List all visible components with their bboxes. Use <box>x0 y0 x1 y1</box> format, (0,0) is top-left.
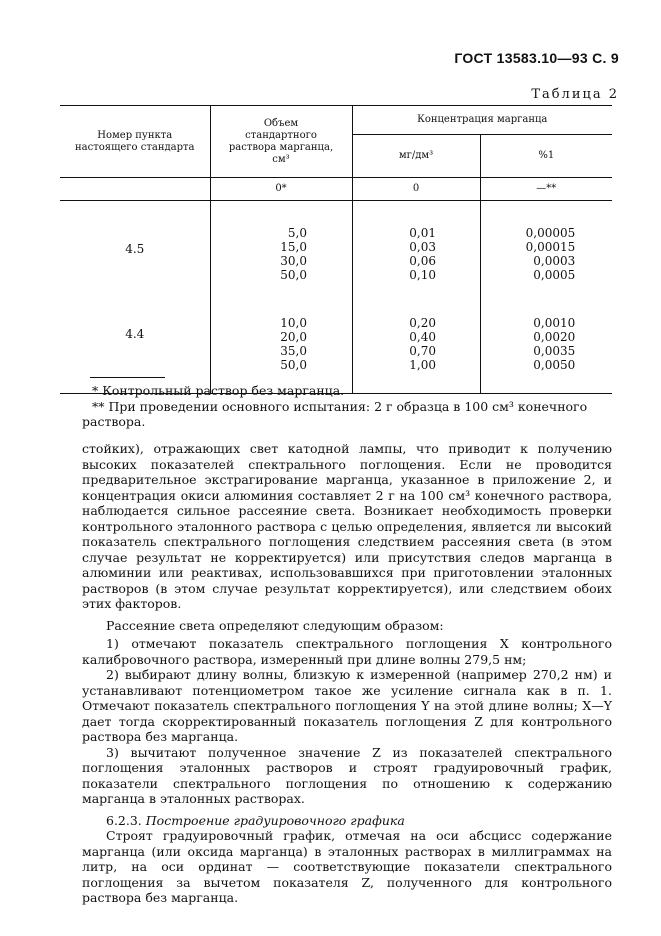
volume-value: 50,0 <box>280 268 307 282</box>
control-pct: —** <box>480 178 612 201</box>
control-volume: 0* <box>210 178 352 201</box>
footnote-2: ** При проведении основного испытания: 2 г образца в 100 см³ конечного раствора. <box>82 399 588 429</box>
control-mg: 0 <box>352 178 480 201</box>
pct-value: 0,0003 <box>533 254 576 268</box>
pct-value: 0,0010 <box>533 316 576 330</box>
mg-value: 1,00 <box>409 358 436 372</box>
paragraph: Строят градуировочный график, отмечая на оси абсцисс содержание марганца (или оксида марганца) в эталонных растворах в миллиграммах на литр, на оси ординат — соответствующие показатели спектрального поглощения за вычетом показателя Z, полученного для контрольного раствора без марганца. <box>82 828 612 905</box>
pct-value: 0,0035 <box>533 344 576 358</box>
footnote-1: * Контрольный раствор без марганца. <box>92 383 345 398</box>
paragraph: Рассеяние света определяют следующим образом: <box>106 617 444 633</box>
mg-value: 0,10 <box>409 268 436 282</box>
paragraph: 2) выбирают длину волны, близкую к измеренной (например 270,2 нм) и устанавливают потенциометром такое же усиление сигнала как в п. 1. Отмечают показатель спектрального поглощения Y на этой длине волны; X—Y дает тогда скорректированный показатель поглощения Z для контрольного раствора без марганца. <box>82 667 612 744</box>
pct-value: 0,00015 <box>525 240 576 254</box>
col-header-volume: Объем стандартного раствора марганца, см³ <box>210 106 352 178</box>
volume-value: 5,0 <box>287 226 307 240</box>
volume-value: 50,0 <box>280 358 307 372</box>
col-header-concentration: Концентрация марганца <box>352 106 612 135</box>
footnote-divider <box>90 377 165 378</box>
body-text <box>82 441 612 906</box>
section-number: 6.2.3. <box>106 812 142 828</box>
item-number: 4.4 <box>60 293 210 394</box>
mg-value: 0,06 <box>409 254 436 268</box>
volume-value: 15,0 <box>280 240 307 254</box>
col-header-pct: %1 <box>480 135 612 178</box>
paragraph: стойких), отражающих свет катодной лампы, что приводит к получению высоких показателей спектрального поглощения. Если не проводится предварительное экстрагирование марганца, указанное в приложение 2, и концентрация окиси алюминия составляет 2 г на 100 см³ конечного раствора, наблюдается сильное рассеяние света. Возникает необходимость проверки контрольного эталонного раствора с целью определения, является ли высокий показатель спектрального поглощения следствием рассеяния света (в этом случае результат не корректируется) или присутствия следов марганца в алюминии или реактивах, использовавшихся при приготовлении эталонных растворов (в этом случае результат корректируется), или следствием обоих этих факторов. <box>82 441 612 611</box>
pct-value: 0,0005 <box>533 268 576 282</box>
page-header: ГОСТ 13583.10—93 С. 9 <box>454 50 619 66</box>
paragraph: 3) вычитают полученное значение Z из показателей спектрального поглощения эталонных растворов и строят градуировочный график, показатели спектрального поглощения по отношению к содержанию марганца в эталонных растворах. <box>82 744 612 806</box>
volume-value: 20,0 <box>280 330 307 344</box>
mg-value: 0,01 <box>409 226 436 240</box>
table-caption: Таблица 2 <box>531 87 619 102</box>
pct-value: 0,00005 <box>525 226 576 240</box>
pct-value: 0,0020 <box>533 330 576 344</box>
mg-value: 0,20 <box>409 316 436 330</box>
volume-value: 30,0 <box>280 254 307 268</box>
data-table <box>60 105 612 394</box>
col-header-mg: мг/дм³ <box>352 135 480 178</box>
item-number: 4.5 <box>125 242 145 256</box>
table-row <box>60 201 612 294</box>
mg-value: 0,03 <box>409 240 436 254</box>
col-header-item: Номер пункта настоящего стандарта <box>60 106 210 178</box>
section-title: Построение градуировочного графика <box>145 812 405 828</box>
mg-value: 0,40 <box>409 330 436 344</box>
volume-value: 35,0 <box>280 344 307 358</box>
mg-value: 0,70 <box>409 344 436 358</box>
pct-value: 0,0050 <box>533 358 576 372</box>
section-heading <box>82 813 612 829</box>
paragraph: 1) отмечают показатель спектрального поглощения X контрольного калибровочного раствора, измеренный при длине волны 279,5 нм; <box>82 636 612 667</box>
table-row <box>60 293 612 394</box>
volume-value: 10,0 <box>280 316 307 330</box>
